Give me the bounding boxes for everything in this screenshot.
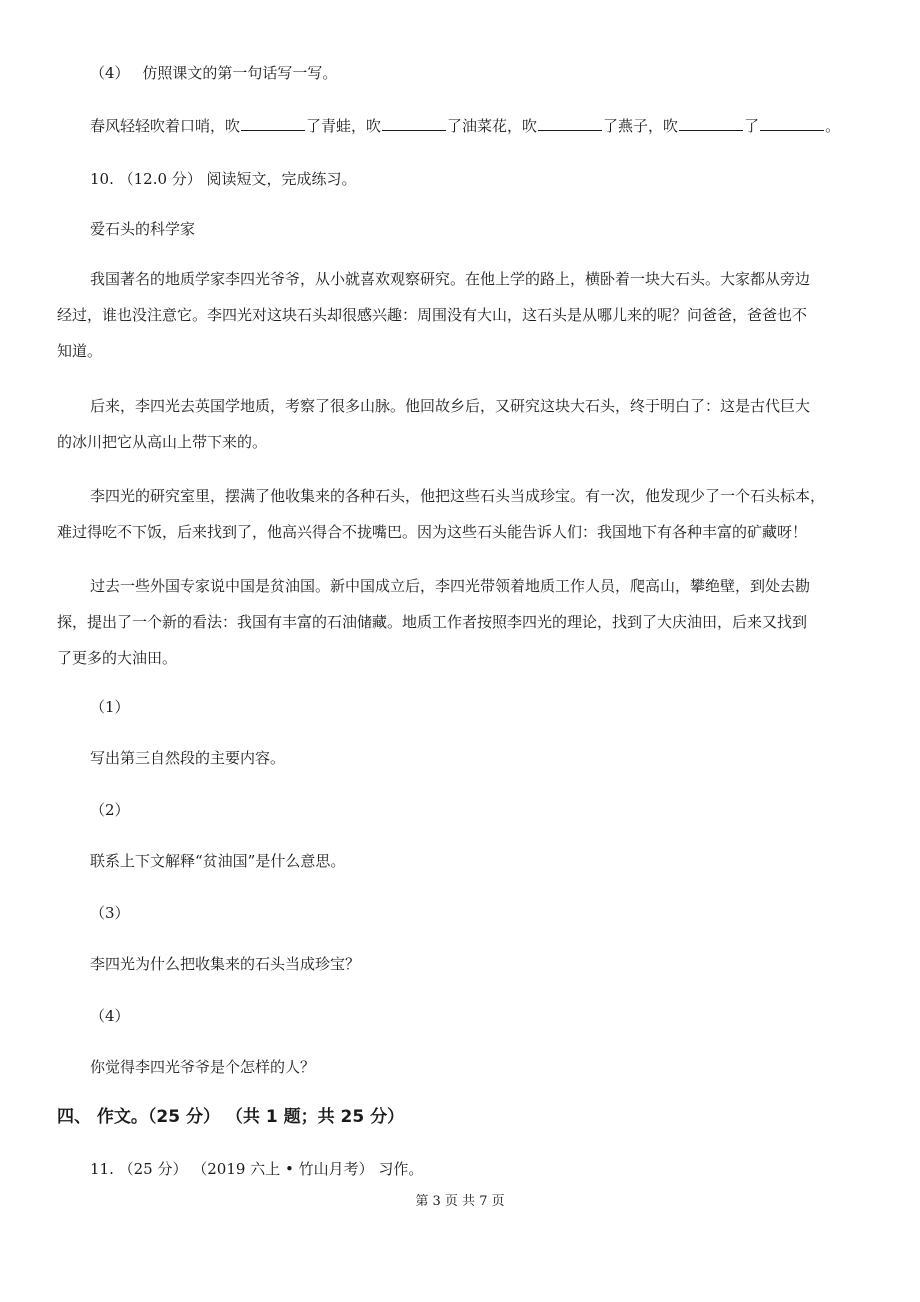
passage-p2-line2: 的冰川把它从高山上带下来的。 xyxy=(57,433,268,451)
q10-sub1-question: 写出第三自然段的主要内容。 xyxy=(90,749,286,767)
fill-blank[interactable] xyxy=(382,115,446,131)
passage-p1-line1: 我国著名的地质学家李四光爷爷，从小就喜欢观察研究。在他上学的路上，横卧着一块大石头。大家都从旁边 xyxy=(90,270,811,288)
sentence-part: 了油菜花，吹 xyxy=(447,117,538,135)
passage-p2-line1: 后来，李四光去英国学地质，考察了很多山脉。他回故乡后，又研究这块大石头，终于明白了：这是古代巨大 xyxy=(90,397,811,415)
sentence-part: 春风轻轻吹着口哨，吹 xyxy=(90,117,241,135)
fill-blank[interactable] xyxy=(241,115,305,131)
q10-sub3-label: （3） xyxy=(90,904,130,922)
q10-sub4-label: （4） xyxy=(90,1007,130,1025)
passage-p3-line1: 李四光的研究室里，摆满了他收集来的各种石头，他把这些石头当成珍宝。有一次，他发现少了一个石头标本， xyxy=(90,487,826,505)
q10-sub2-question: 联系上下文解释“贫油国”是什么意思。 xyxy=(90,852,346,870)
section-four-title: 四、 作文。（25 分） （共 1 题；共 25 分） xyxy=(57,1107,405,1127)
passage-p3-line2: 难过得吃不下饭，后来找到了，他高兴得合不拢嘴巴。因为这些石头能告诉人们：我国地下有各种丰富的矿藏呀！ xyxy=(57,523,808,541)
q9-sub4-line xyxy=(90,62,337,84)
q10-sub2-label: （2） xyxy=(90,801,130,819)
q10-sub4-question: 你觉得李四光爷爷是个怎样的人？ xyxy=(90,1058,316,1076)
q9-sub4-label: （4） xyxy=(90,64,130,82)
q10-sub1-label: （1） xyxy=(90,698,130,716)
q10-sub3-question: 李四光为什么把收集来的石头当成珍宝？ xyxy=(90,955,361,973)
fill-blank[interactable] xyxy=(538,115,602,131)
passage-p4-line2: 探，提出了一个新的看法：我国有丰富的石油储藏。地质工作者按照李四光的理论，找到了大庆油田，后来又找到 xyxy=(57,613,808,631)
page-number: 第 3 页 共 7 页 xyxy=(415,1194,505,1209)
q10-header: 10. （12.0 分） 阅读短文，完成练习。 xyxy=(90,170,357,188)
passage-p4-line1: 过去一些外国专家说中国是贫油国。新中国成立后，李四光带领着地质工作人员，爬高山，攀绝壁，到处去勘 xyxy=(90,577,811,595)
sentence-part: 。 xyxy=(825,117,841,135)
passage-title: 爱石头的科学家 xyxy=(90,220,196,238)
passage-p1-line3: 知道。 xyxy=(57,342,103,360)
sentence-part: 了青蛙，吹 xyxy=(306,117,382,135)
passage-p4-line3: 了更多的大油田。 xyxy=(57,649,178,667)
sentence-part: 了 xyxy=(744,117,760,135)
q11-header: 11. （25 分） （2019 六上 • 竹山月考） 习作。 xyxy=(90,1160,424,1178)
fill-blank[interactable] xyxy=(679,115,743,131)
passage-p1-line2: 经过，谁也没注意它。李四光对这块石头却很感兴趣：周围没有大山，这石头是从哪儿来的呢？问爸爸，爸爸也不 xyxy=(57,306,808,324)
q9-fill-sentence xyxy=(90,115,840,137)
q9-sub4-prompt: 仿照课文的第一句话写一写。 xyxy=(142,64,338,82)
sentence-part: 了燕子，吹 xyxy=(603,117,679,135)
fill-blank[interactable] xyxy=(760,115,824,131)
